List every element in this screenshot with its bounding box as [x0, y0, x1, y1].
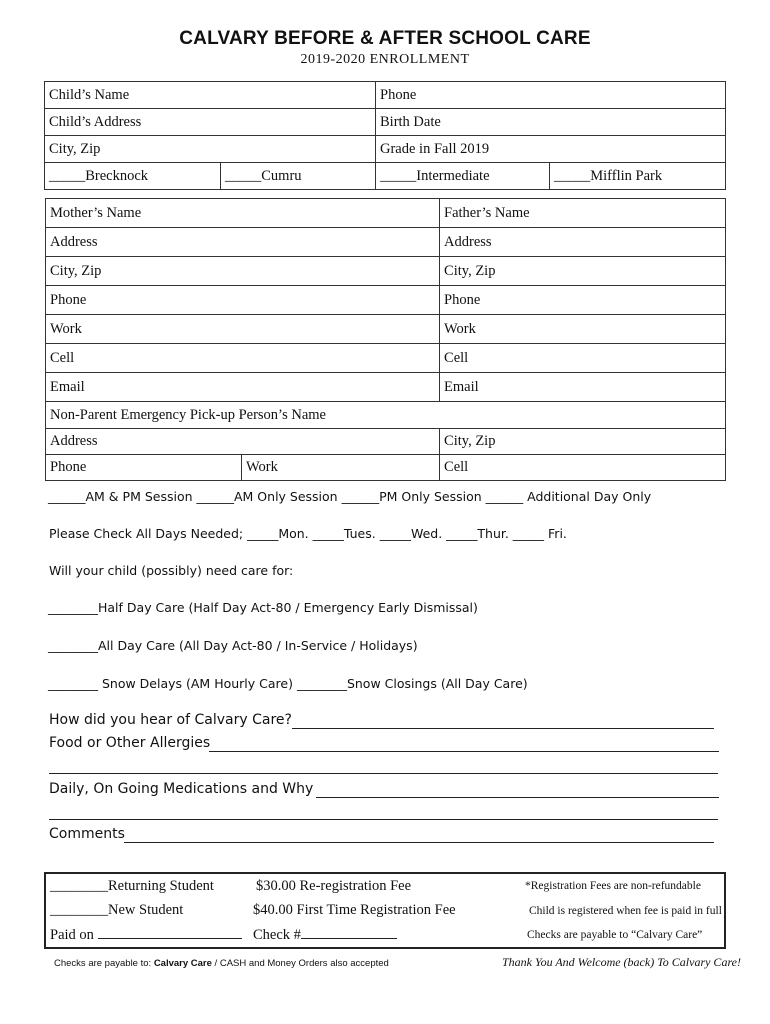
all-day-care-option[interactable]: ________All Day Care (All Day Act-80 / In-Service / Holidays) — [48, 638, 418, 653]
new-student-option[interactable]: ________New Student — [50, 902, 184, 918]
parent-info-table — [45, 198, 726, 481]
returning-student-option[interactable]: ________Returning Student — [50, 878, 214, 894]
father-city-zip-field[interactable]: City, Zip — [440, 257, 726, 286]
medications-answer-line-2[interactable] — [49, 819, 718, 820]
first-time-fee: $40.00 First Time Registration Fee — [253, 902, 456, 918]
school-option-brecknock[interactable]: _____Brecknock — [45, 163, 221, 190]
payment-footer-note: Checks are payable to: Calvary Care / CASH and Money Orders also accepted — [54, 958, 389, 969]
birth-date-field[interactable] — [376, 109, 726, 136]
school-option-mifflin-park[interactable]: _____Mifflin Park — [550, 163, 726, 190]
school-option-cumru[interactable]: _____Cumru — [221, 163, 376, 190]
pickup-name-field[interactable]: Non-Parent Emergency Pick-up Person’s Name — [46, 402, 726, 429]
half-day-care-option[interactable]: ________Half Day Care (Half Day Act-80 / Emergency Early Dismissal) — [48, 600, 478, 615]
childs-name-label: Child’s Name — [49, 86, 130, 103]
birth-date-label: Birth Date — [380, 113, 441, 130]
mother-address-field[interactable]: Address — [46, 228, 440, 257]
child-city-zip-field[interactable] — [45, 136, 376, 163]
medications-answer-line[interactable] — [316, 797, 719, 798]
pickup-cell-field[interactable]: Cell — [440, 455, 726, 481]
father-phone-field[interactable]: Phone — [440, 286, 726, 315]
child-phone-label: Phone — [380, 86, 417, 103]
allergies-answer-line-2[interactable] — [49, 773, 718, 774]
mother-city-zip-field[interactable]: City, Zip — [46, 257, 440, 286]
school-option-intermediate[interactable]: _____Intermediate — [376, 163, 550, 190]
pickup-city-zip-field[interactable]: City, Zip — [440, 429, 726, 455]
form-title: CALVARY BEFORE & AFTER SCHOOL CARE — [179, 28, 591, 49]
fathers-name-field[interactable]: Father’s Name — [440, 199, 726, 228]
nonrefundable-note: *Registration Fees are non-refundable — [525, 880, 701, 892]
child-phone-field[interactable] — [376, 82, 726, 109]
grade-label: Grade in Fall 2019 — [380, 140, 490, 157]
grade-field[interactable] — [376, 136, 726, 163]
days-needed-options[interactable]: Please Check All Days Needed; _____Mon. _____Tues. _____Wed. _____Thur. _____ Fri. — [49, 526, 567, 541]
form-subtitle: 2019-2020 ENROLLMENT — [300, 52, 470, 67]
allergies-question: Food or Other Allergies — [49, 735, 211, 751]
child-city-zip-label: City, Zip — [49, 140, 101, 157]
mother-cell-field[interactable]: Cell — [46, 344, 440, 373]
check-number-field[interactable]: Check # — [253, 926, 397, 944]
mother-email-field[interactable]: Email — [46, 373, 440, 402]
childs-address-label: Child’s Address — [49, 113, 142, 130]
pickup-work-field[interactable]: Work — [242, 455, 440, 481]
welcome-message: Thank You And Welcome (back) To Calvary Care! — [502, 955, 741, 969]
allergies-answer-line[interactable] — [209, 751, 719, 752]
care-question: Will your child (possibly) need care for: — [49, 563, 294, 578]
pickup-address-field[interactable]: Address — [46, 429, 440, 455]
paid-on-field[interactable]: Paid on — [50, 926, 242, 944]
medications-question: Daily, On Going Medications and Why — [49, 781, 314, 797]
father-work-field[interactable]: Work — [440, 315, 726, 344]
rereg-fee: $30.00 Re-registration Fee — [256, 878, 412, 894]
childs-name-field[interactable] — [45, 82, 376, 109]
mother-work-field[interactable]: Work — [46, 315, 440, 344]
snow-options[interactable]: ________ Snow Delays (AM Hourly Care) ________Snow Closings (All Day Care) — [48, 676, 528, 691]
hear-answer-line[interactable] — [292, 728, 714, 729]
father-email-field[interactable]: Email — [440, 373, 726, 402]
comments-question: Comments — [49, 826, 125, 842]
childs-address-field[interactable] — [45, 109, 376, 136]
payable-note: Checks are payable to “Calvary Care” — [527, 929, 703, 941]
mother-phone-field[interactable]: Phone — [46, 286, 440, 315]
hear-question: How did you hear of Calvary Care? — [49, 712, 292, 728]
father-address-field[interactable]: Address — [440, 228, 726, 257]
father-cell-field[interactable]: Cell — [440, 344, 726, 373]
mothers-name-field[interactable]: Mother’s Name — [46, 199, 440, 228]
child-info-table — [44, 81, 726, 190]
registered-note: Child is registered when fee is paid in full — [529, 905, 722, 917]
comments-answer-line[interactable] — [124, 842, 714, 843]
pickup-phone-field[interactable]: Phone — [46, 455, 242, 481]
session-options[interactable]: ______AM & PM Session ______AM Only Session ______PM Only Session ______ Additional Day Only — [48, 489, 652, 504]
